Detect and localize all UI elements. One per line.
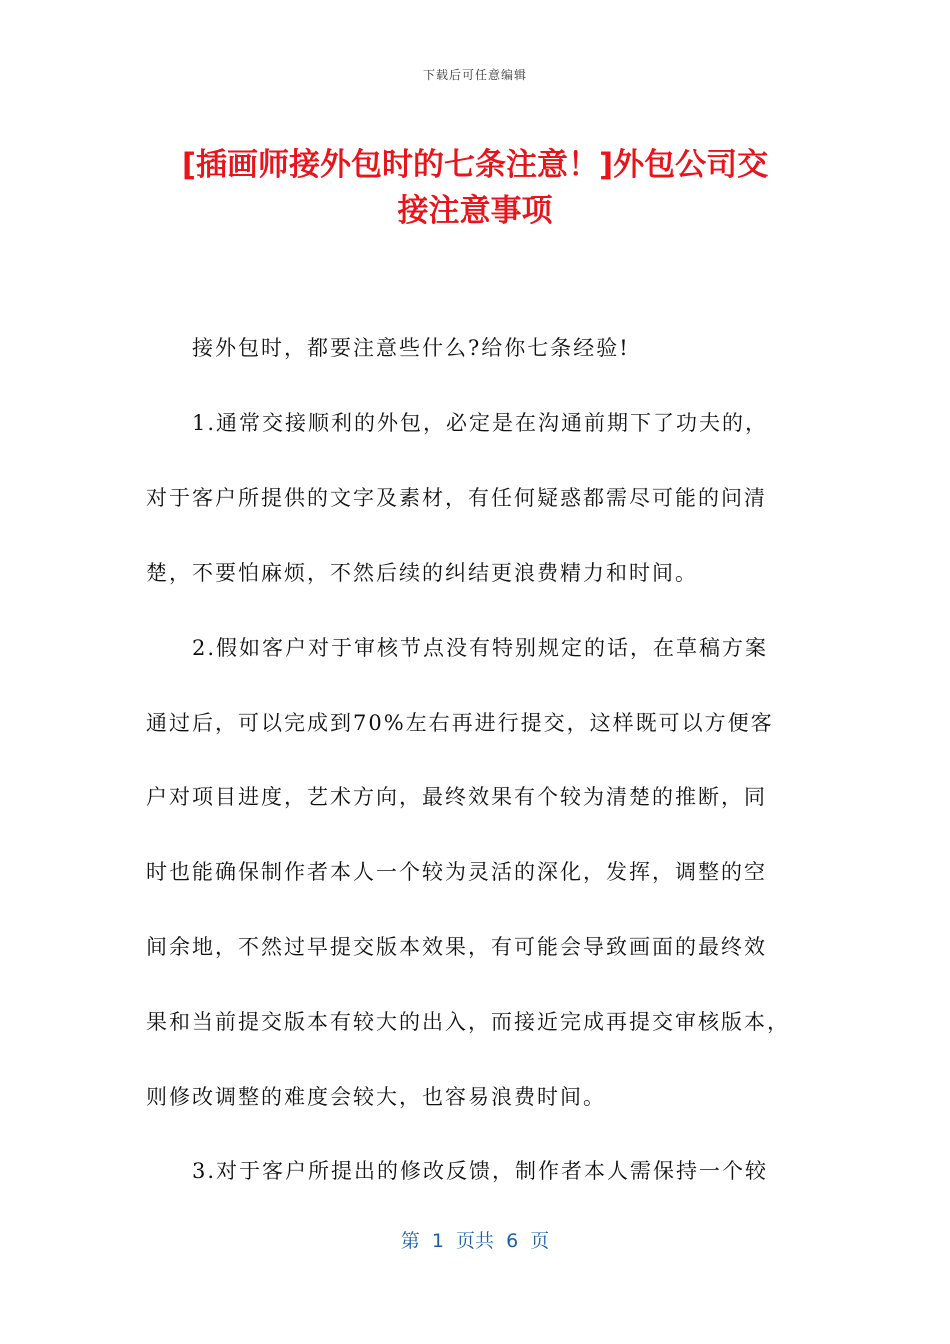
paragraph-1-line-3: 楚，不要怕麻烦，不然后续的纠结更浪费精力和时间。 [146,561,698,585]
paragraph-2-line-6: 果和当前提交版本有较大的出入，而接近完成再提交审核版本， [146,1010,790,1034]
paragraph-2-line-2: 通过后，可以完成到70%左右再进行提交，这样既可以方便客 [146,711,774,735]
paragraph-1-line-1: 1.通常交接顺利的外包，必定是在沟通前期下了功夫的， [192,411,769,435]
title-line-2: 接注意事项 [397,193,553,229]
header-note: 下载后可任意编辑 [422,68,527,82]
page-number: 第 1 页共 6 页 [400,1230,550,1252]
paragraph-2-line-1: 2.假如客户对于审核节点没有特别规定的话，在草稿方案 [192,636,769,660]
paragraph-3-line-1: 3.对于客户所提出的修改反馈，制作者本人需保持一个较 [192,1159,769,1183]
paragraph-2-line-4: 时也能确保制作者本人一个较为灵活的深化，发挥，调整的空 [146,860,767,884]
title-line-1: [插画师接外包时的七条注意！]外包公司交 [181,147,769,183]
paragraph-2-line-5: 间余地，不然过早提交版本效果，有可能会导致画面的最终效 [146,935,767,959]
paragraph-2-line-7: 则修改调整的难度会较大，也容易浪费时间。 [146,1085,606,1109]
document-title [120,142,830,234]
paragraph-2-line-3: 户对项目进度，艺术方向，最终效果有个较为清楚的推断，同 [146,785,767,809]
paragraph-1-line-2: 对于客户所提供的文字及素材，有任何疑惑都需尽可能的问清 [146,486,767,510]
paragraph-intro: 接外包时，都要注意些什么?给你七条经验! [192,336,630,360]
